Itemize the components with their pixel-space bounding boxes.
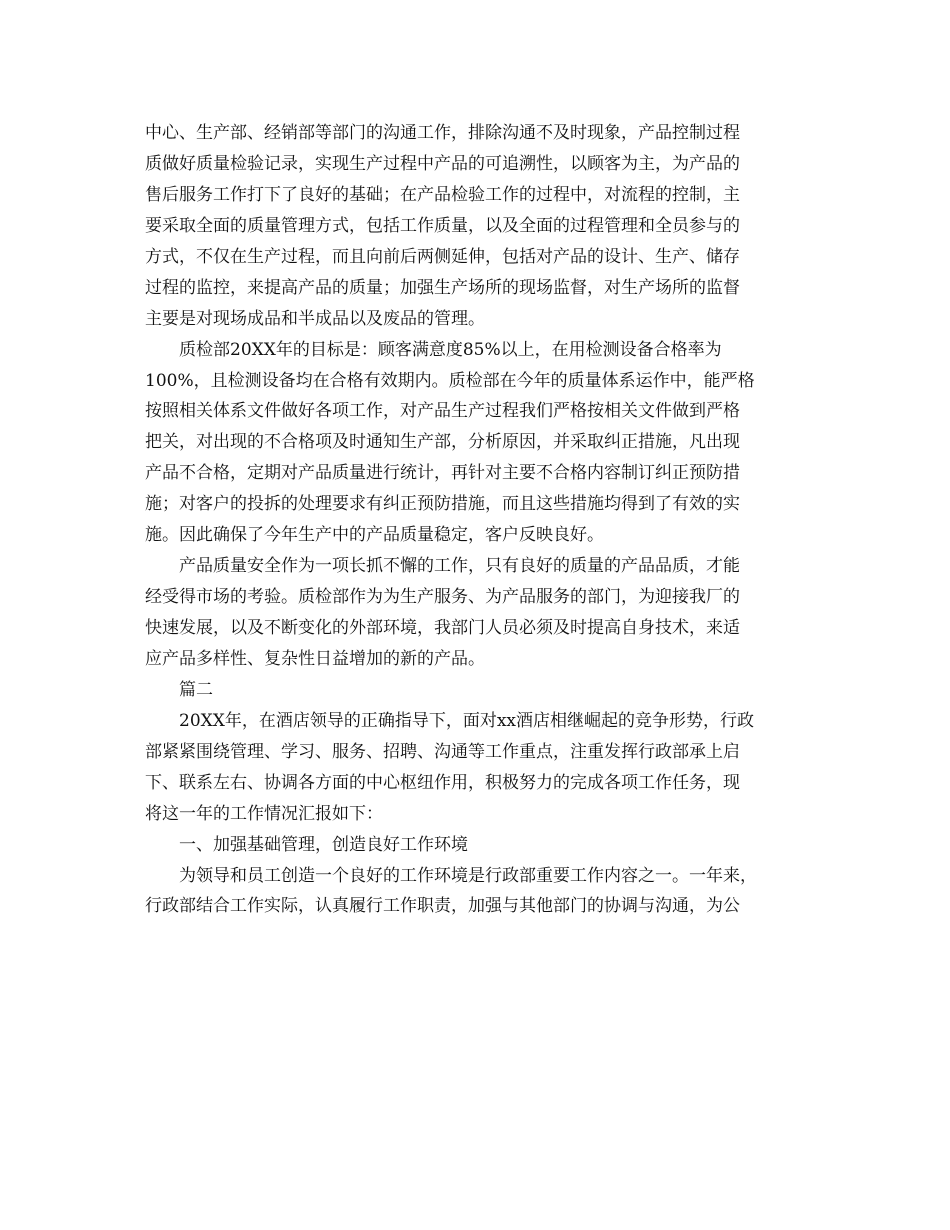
text-line: 质检部20XX年的目标是：顾客满意度85%以上，在用检测设备合格率为 bbox=[179, 339, 722, 360]
text-line: 质做好质量检验记录，实现生产过程中产品的可追溯性，以顾客为主，为产品的 bbox=[145, 153, 740, 174]
text-line: 一、加强基础管理，创造良好工作环境 bbox=[179, 834, 468, 855]
text-line: 为领导和员工创造一个良好的工作环境是行政部重要工作内容之一。一年来， bbox=[179, 865, 757, 886]
text-line: 经受得市场的考验。质检部作为为生产服务、为产品服务的部门，为迎接我厂的 bbox=[145, 587, 740, 608]
text-line: 主要是对现场成品和半成品以及废品的管理。 bbox=[145, 308, 485, 329]
text-line: 部紧紧围绕管理、学习、服务、招聘、沟通等工作重点，注重发挥行政部承上启 bbox=[145, 741, 740, 762]
text-line: 过程的监控，来提高产品的质量；加强生产场所的现场监督，对生产场所的监督 bbox=[145, 277, 740, 298]
text-line: 售后服务工作打下了良好的基础；在产品检验工作的过程中，对流程的控制，主 bbox=[145, 184, 740, 205]
text-line: 20XX年，在酒店领导的正确指导下，面对xx酒店相继崛起的竞争形势，行政 bbox=[179, 710, 755, 731]
text-line: 施。因此确保了今年生产中的产品质量稳定，客户反映良好。 bbox=[145, 525, 604, 546]
text-line: 产品不合格，定期对产品质量进行统计，再针对主要不合格内容制订纠正预防措 bbox=[145, 463, 740, 484]
text-line: 要采取全面的质量管理方式，包括工作质量，以及全面的过程管理和全员参与的 bbox=[145, 215, 740, 236]
text-line: 篇二 bbox=[179, 679, 213, 700]
text-line: 快速发展，以及不断变化的外部环境，我部门人员必须及时提高自身技术，来适 bbox=[145, 618, 740, 638]
text-line: 行政部结合工作实际，认真履行工作职责，加强与其他部门的协调与沟通，为公 bbox=[145, 896, 740, 917]
text-line: 中心、生产部、经销部等部门的沟通工作，排除沟通不及时现象，产品控制过程 bbox=[145, 123, 740, 143]
text-line: 产品质量安全作为一项长抓不懈的工作，只有良好的质量的产品品质，才能 bbox=[179, 556, 740, 577]
text-line: 应产品多样性、复杂性日益增加的新的产品。 bbox=[145, 648, 485, 669]
text-line: 下、联系左右、协调各方面的中心枢纽作用，积极努力的完成各项工作任务，现 bbox=[145, 772, 740, 793]
text-line: 施；对客户的投拆的处理要求有纠正预防措施，而且这些措施均得到了有效的实 bbox=[145, 494, 740, 515]
text-line: 方式，不仅在生产过程，而且向前后两侧延伸，包括对产品的设计、生产、储存 bbox=[145, 246, 740, 267]
text-line: 把关，对出现的不合格项及时通知生产部，分析原因，并采取纠正措施，凡出现 bbox=[145, 432, 740, 453]
document-body bbox=[145, 118, 800, 922]
text-line: 将这一年的工作情况汇报如下： bbox=[145, 803, 383, 824]
text-line: 按照相关体系文件做好各项工作，对产品生产过程我们严格按相关文件做到严格 bbox=[145, 401, 740, 422]
text-line: 100%，且检测设备均在合格有效期内。质检部在今年的质量体系运作中，能严格 bbox=[145, 370, 755, 391]
